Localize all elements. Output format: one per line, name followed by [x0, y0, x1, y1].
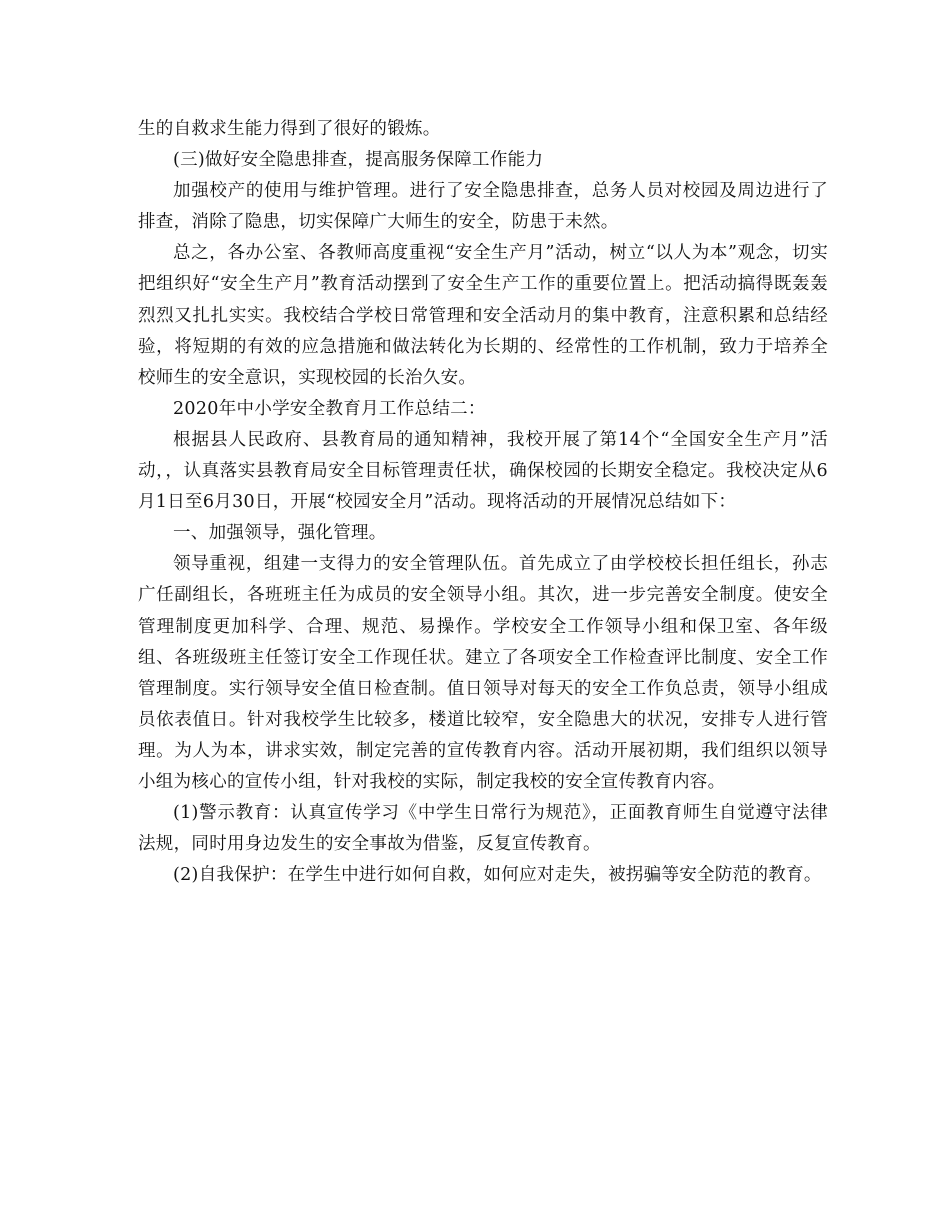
paragraph-3: 加强校产的使用与维护管理。进行了安全隐患排查，总务人员对校园及周边进行了排查，消除了隐患，切实保障广大师生的安全，防患于未然。: [138, 181, 828, 233]
paragraph-2: (三)做好安全隐患排查，提高服务保障工作能力: [173, 150, 544, 171]
paragraph-8: 领导重视，组建一支得力的安全管理队伍。首先成立了由学校校长担任组长，孙志广任副组长，各班班主任为成员的安全领导小组。其次，进一步完善安全制度。使安全管理制度更加科学、合理、规范、易操作。学校安全工作领导小组和保卫室、各年级组、各班级班主任签订安全工作现任状。建立了各项安全工作检查评比制度、安全工作管理制度。实行领导安全值日检查制。值日领导对每天的安全工作负总责，领导小组成员依表值日。针对我校学生比较多，楼道比较窄，安全隐患大的状况，安排专人进行管理。为人为本，讲求实效，制定完善的宣传教育内容。活动开展初期，我们组织以领导小组为核心的宣传小组，针对我校的实际，制定我校的安全宣传教育内容。: [138, 554, 828, 792]
list-item-2: (2)自我保护：在学生中进行如何自救，如何应对走失，被拐骗等安全防范的教育。: [173, 865, 822, 886]
list-item-1: (1)警示教育：认真宣传学习《中学生日常行为规范》，正面教育师生自觉遵守法律法规，同时用身边发生的安全事故为借鉴，反复宣传教育。: [138, 803, 828, 855]
paragraph-4: 总之，各办公室、各教师高度重视“安全生产月”活动，树立“以人为本”观念，切实把组织好“安全生产月”教育活动摆到了安全生产工作的重要位置上。把活动搞得既轰轰烈烈又扎扎实实。我校结合学校日常管理和安全活动月的集中教育，注意积累和总结经验，将短期的有效的应急措施和做法转化为长期的、经常性的工作机制，致力于培养全校师生的安全意识，实现校园的长治久安。: [138, 243, 828, 388]
paragraph-6: 根据县人民政府、县教育局的通知精神，我校开展了第14个“全国安全生产月”活动，，认真落实县教育局安全目标管理责任状，确保校园的长期安全稳定。我校决定从6月1日至6月30日，开展“校园安全月”活动。现将活动的开展情况总结如下：: [138, 429, 828, 513]
subheading: 一、加强领导，强化管理。: [173, 523, 387, 544]
paragraph-1: 生的自救求生能力得到了很好的锻炼。: [138, 119, 441, 139]
section-heading: 2020年中小学安全教育月工作总结二：: [173, 398, 486, 419]
document-body: [138, 114, 828, 891]
